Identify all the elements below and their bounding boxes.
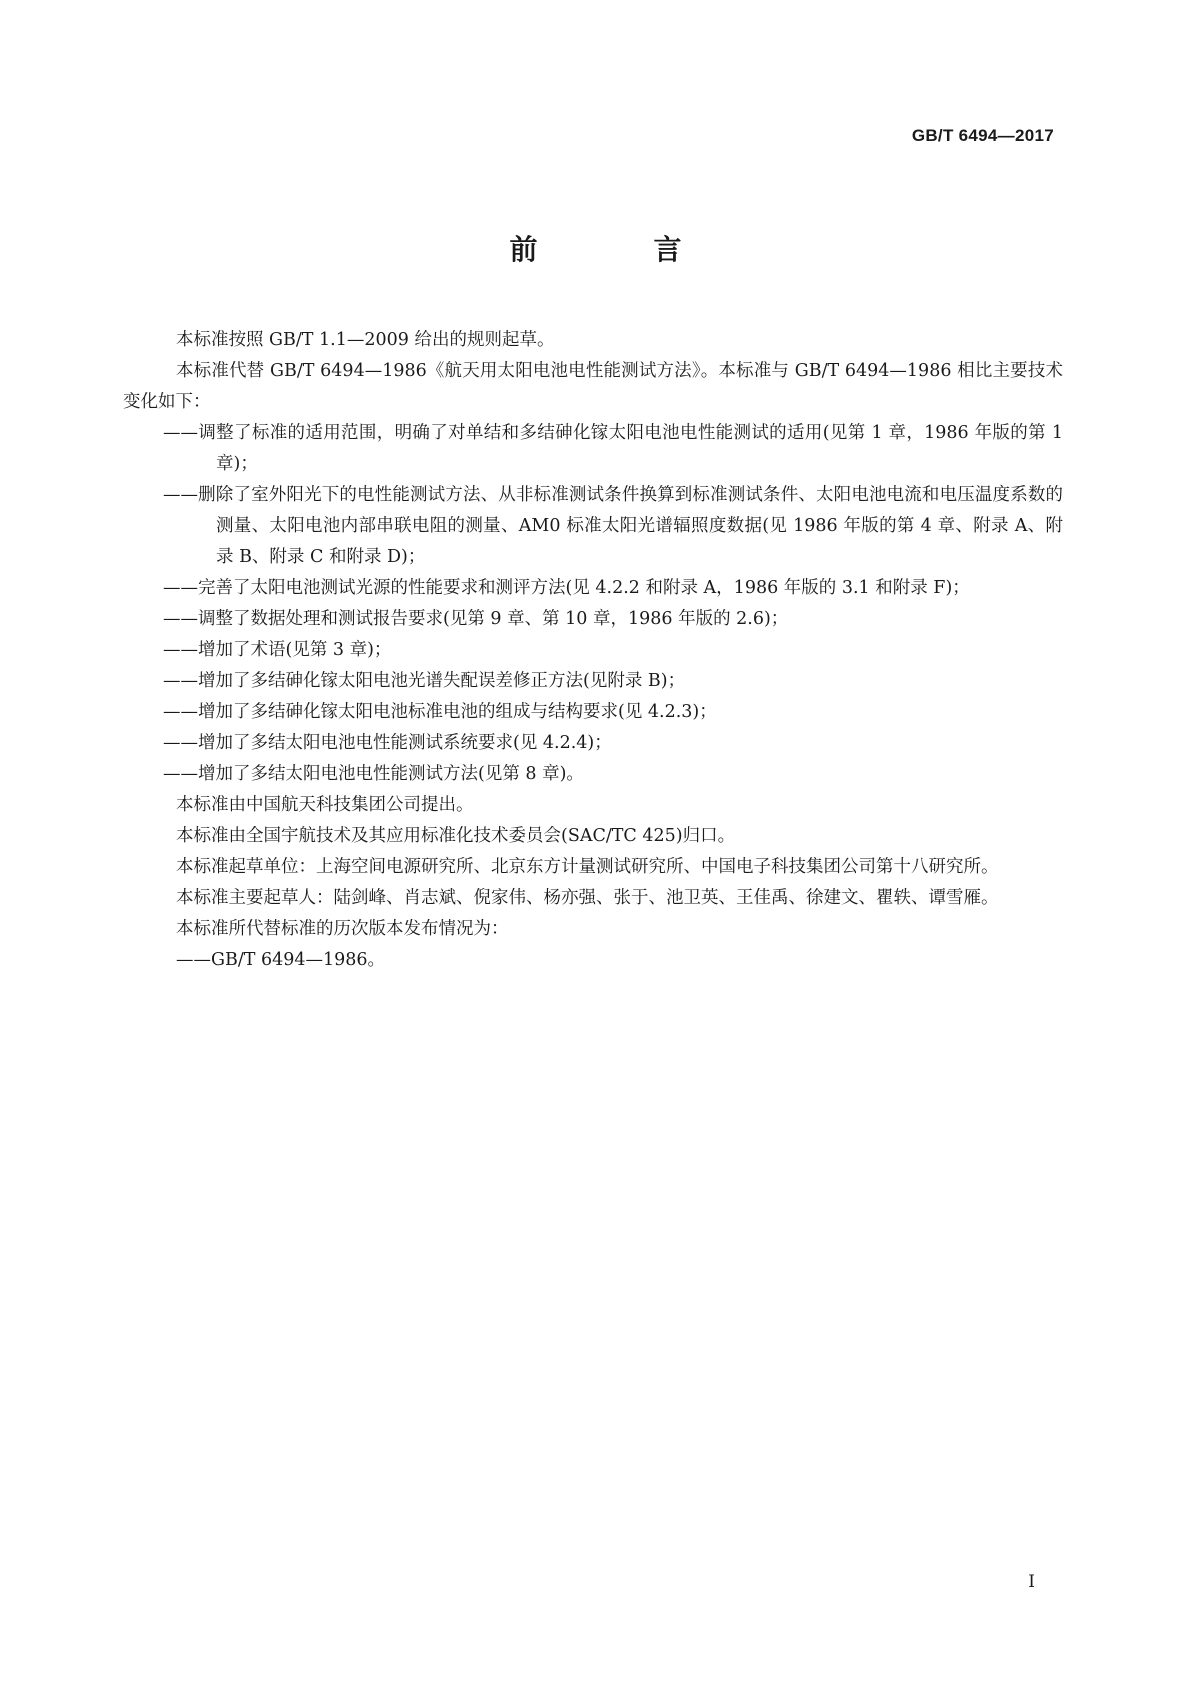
change-item: ——调整了标准的适用范围，明确了对单结和多结砷化镓太阳电池电性能测试的适用(见第 1 章，1986 年版的第 1 章)； [163,423,1063,474]
change-item: ——删除了室外阳光下的电性能测试方法、从非标准测试条件换算到标准测试条件、太阳电池电流和电压温度系数的测量、太阳电池内部串联电阻的测量、AM0 标准太阳光谱辐照度数据(见 1986 年版的第 4 章、附录 A、附录 B、附录 C 和附录 D)； [163,485,1063,567]
standard-number: GB/T 6494—2017 [911,126,1054,145]
change-item: ——完善了太阳电池测试光源的性能要求和测评方法(见 4.2.2 和附录 A，1986 年版的 3.1 和附录 F)； [163,578,970,598]
change-item: ——增加了多结砷化镓太阳电池标准电池的组成与结构要求(见 4.2.3)； [163,702,717,722]
change-item: ——增加了术语(见第 3 章)； [163,640,392,660]
page-number: I [1028,1572,1035,1592]
paragraph-drafters: 本标准主要起草人：陆剑峰、肖志斌、倪家伟、杨亦强、张于、池卫英、王佳禹、徐建文、瞿轶、谭雪雁。 [176,888,999,908]
history-item: ——GB/T 6494—1986。 [176,950,386,970]
change-item: ——增加了多结砷化镓太阳电池光谱失配误差修正方法(见附录 B)； [163,671,686,691]
paragraph-drafting-rules: 本标准按照 GB/T 1.1—2009 给出的规则起草。 [176,330,555,350]
change-item: ——增加了多结太阳电池电性能测试系统要求(见 4.2.4)； [163,733,612,753]
paragraph-proposer: 本标准由中国航天科技集团公司提出。 [176,795,474,815]
paragraph-history-intro: 本标准所代替标准的历次版本发布情况为： [176,919,509,939]
change-item: ——调整了数据处理和测试报告要求(见第 9 章、第 10 章，1986 年版的 2.6)； [163,609,789,629]
document-body [123,325,1063,976]
paragraph-committee: 本标准由全国宇航技术及其应用标准化技术委员会(SAC/TC 425)归口。 [176,826,736,846]
change-item: ——增加了多结太阳电池电性能测试方法(见第 8 章)。 [163,764,584,784]
paragraph-drafting-units: 本标准起草单位：上海空间电源研究所、北京东方计量测试研究所、中国电子科技集团公司第十八研究所。 [176,857,999,877]
paragraph-replaces: 本标准代替 GB/T 6494—1986《航天用太阳电池电性能测试方法》。本标准与 GB/T 6494—1986 相比主要技术变化如下： [123,361,1063,412]
page-title: 前 言 [509,233,726,266]
